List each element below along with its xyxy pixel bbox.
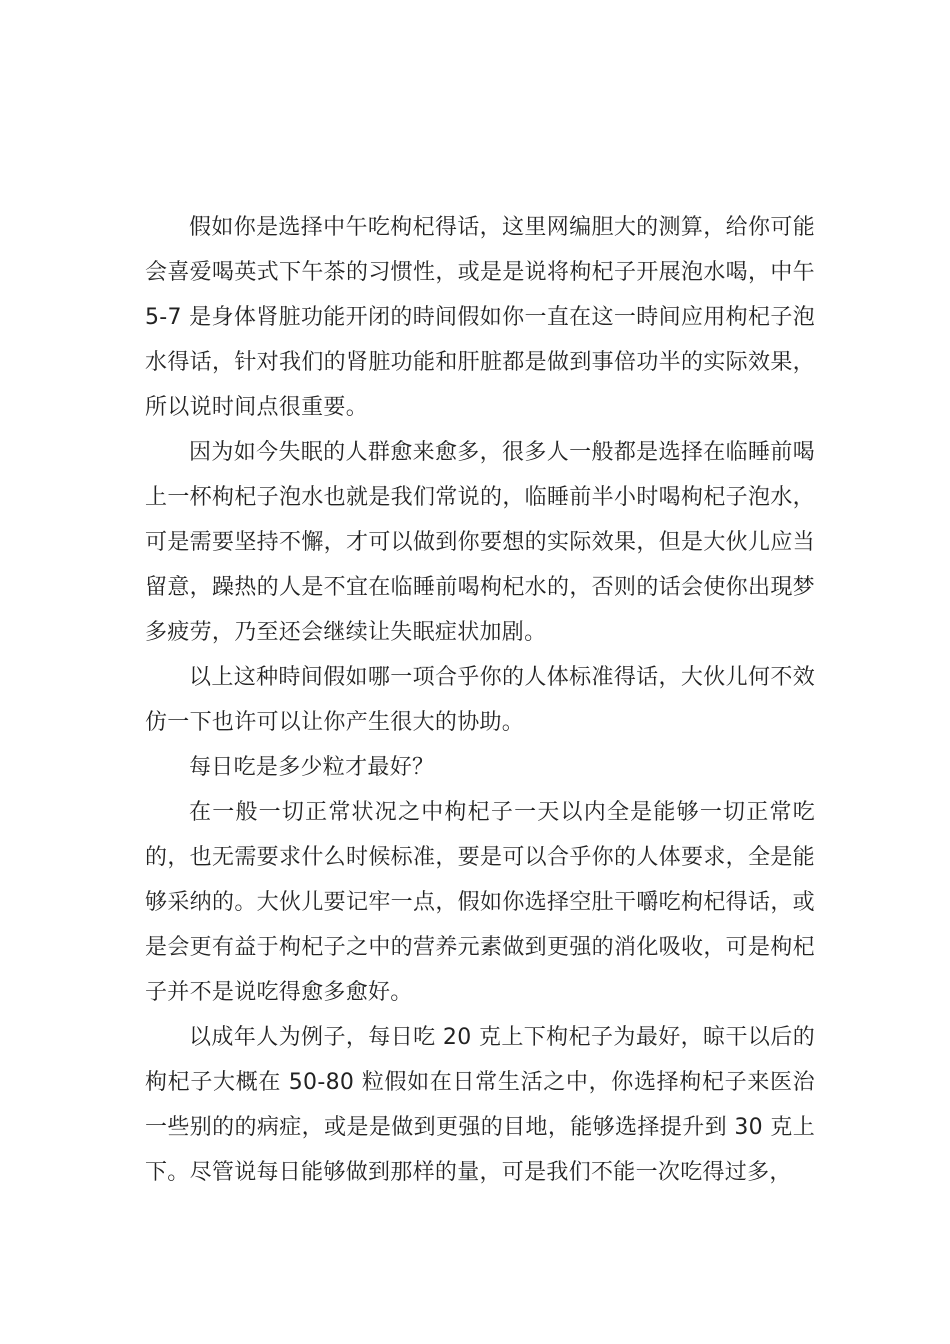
paragraph-2: 因为如今失眠的人群愈来愈多，很多人一般都是选择在临睡前喝上一杯枸杞子泡水也就是我们常说的，临睡前半小时喝枸杞子泡水，可是需要坚持不懈，才可以做到你要想的实际效果，但是大伙儿应当留意，躁热的人是不宜在临睡前喝枸杞水的，否则的话会使你出現梦多疲劳，乃至还会继续让失眠症状加剧。 [145, 440, 815, 645]
paragraph-1: 假如你是选择中午吃枸杞得话，这里网编胆大的测算，给你可能会喜爱喝英式下午茶的习惯性，或是是说将枸杞子开展泡水喝，中午 5-7 是身体肾脏功能开闭的時间假如你一直在这一時间应用枸杞子泡水得话，针对我们的肾脏功能和肝脏都是做到事倍功半的实际效果，所以说时间点很重要。 [145, 215, 815, 420]
paragraph-5: 以成年人为例子，每日吃 20 克上下枸杞子为最好，晾干以后的枸杞子大概在 50-80 粒假如在日常生活之中，你选择枸杞子来医治一些别的的病症，或是是做到更强的目地，能够选择提升到 30 克上下。尽管说每日能够做到那样的量，可是我们不能一次吃得过多， [145, 1025, 815, 1185]
paragraph-4: 在一般一切正常状况之中枸杞子一天以内全是能够一切正常吃的，也无需要求什么时候标准，要是可以合乎你的人体要求，全是能够采纳的。大伙儿要记牢一点，假如你选择空肚干嚼吃枸杞得话，或是会更有益于枸杞子之中的营养元素做到更强的消化吸收，可是枸杞子并不是说吃得愈多愈好。 [145, 800, 815, 1005]
paragraph-3: 以上这种時间假如哪一项合乎你的人体标准得话，大伙儿何不效仿一下也许可以让你产生很大的协助。 [145, 665, 815, 735]
document-body [145, 205, 815, 1195]
section-question: 每日吃是多少粒才最好？ [189, 755, 435, 780]
